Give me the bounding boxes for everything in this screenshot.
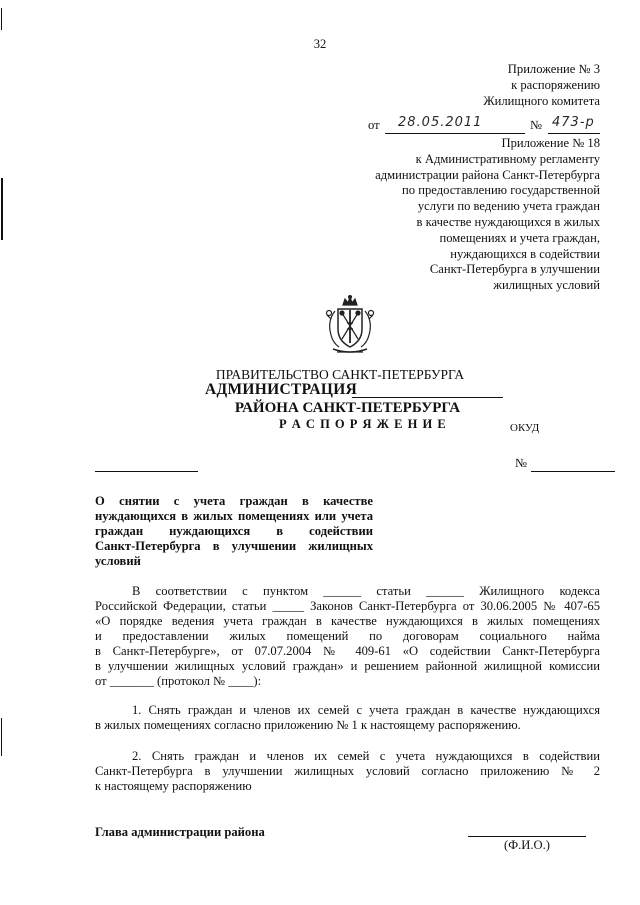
body-line: и предоставлении жилых помещений по договорам социального найма: [95, 629, 600, 643]
body-line: от _______ (протокол № ____):: [95, 674, 262, 688]
body-item-1: [95, 703, 600, 733]
margin-mark-lower: [1, 718, 2, 756]
administration-blank: [352, 381, 503, 398]
body-line: Российской Федерации, статьи _____ Законов Санкт-Петербурга от 30.06.2005 № 407-65: [95, 599, 600, 613]
coat-of-arms-emblem: [323, 295, 377, 355]
body-paragraph-1: [95, 584, 600, 689]
body-line: Санкт-Петербурга в улучшении жилищных условий согласно приложению № 2: [95, 764, 600, 778]
appendix18-line: жилищных условий: [493, 278, 600, 293]
appendix3-line3: Жилищного комитета: [483, 94, 600, 108]
date-prefix: от: [368, 118, 380, 132]
okud-label: ОКУД: [510, 422, 540, 434]
number-prefix: №: [530, 118, 543, 132]
subject-line: О снятии с учета граждан в качестве: [95, 494, 373, 508]
appendix3-line1: Приложение № 3: [507, 62, 600, 76]
appendix18-line: Приложение № 18: [501, 136, 600, 150]
margin-mark-top: [1, 8, 2, 30]
margin-mark-upper: [1, 178, 3, 240]
appendix3-date-row: [368, 115, 600, 136]
signature-name-placeholder: (Ф.И.О.): [504, 838, 550, 852]
government-title: ПРАВИТЕЛЬСТВО САНКТ-ПЕТЕРБУРГА: [215, 367, 465, 382]
administration-row: [205, 381, 505, 401]
appendix18-line: Санкт-Петербурга в улучшении: [429, 262, 600, 277]
page-number: 32: [313, 37, 327, 51]
order-number-blank: [531, 456, 615, 472]
order-number-sign: №: [515, 456, 528, 470]
administration-title: АДМИНИСТРАЦИЯ: [205, 381, 358, 398]
subject-line: нуждающихся в жилых помещениях или учета: [95, 509, 373, 523]
body-line: к настоящему распоряжению: [95, 779, 252, 793]
appendix18-line: услуги по ведению учета граждан: [417, 199, 600, 214]
coat-of-arms-icon: [323, 295, 377, 355]
appendix18-line: по предоставлению государственной: [402, 183, 600, 198]
body-line: в улучшении жилищных условий граждан» и решением районной жилищной комиссии: [95, 659, 600, 673]
signature-blank: [468, 822, 586, 837]
number-handwritten: 473-р: [552, 115, 595, 130]
appendix18-line: к Административному регламенту: [415, 151, 600, 166]
date-handwritten: 28.05.2011: [398, 115, 483, 130]
body-line: 1. Снять граждан и членов их семей с учета граждан в качестве нуждающихся: [132, 703, 600, 717]
appendix18-block: [375, 136, 600, 294]
order-title: Р А С П О Р Я Ж Е Н И Е: [279, 417, 447, 431]
body-line: в жилых помещениях согласно приложению № 1 к настоящему распоряжению.: [95, 718, 521, 732]
subject-line: условий: [95, 554, 141, 568]
appendix18-line: помещениях и учета граждан,: [439, 230, 600, 245]
district-title: РАЙОНА САНКТ-ПЕТЕРБУРГА: [234, 400, 461, 416]
signature-title: Глава администрации района: [95, 825, 265, 839]
subject-line: Санкт-Петербурга в улучшении жилищных: [95, 539, 373, 553]
body-line: в Санкт-Петербурге», от 07.07.2004 № 409-61 «О содействии Санкт-Петербурга: [95, 644, 600, 658]
appendix18-line: в качестве нуждающихся в жилых: [416, 214, 600, 229]
appendix3-line2: к распоряжению: [511, 78, 600, 92]
body-line: «О порядке ведения учета граждан в качестве нуждающихся в жилых помещениях: [95, 614, 600, 628]
body-line: 2. Снять граждан и членов их семей с учета нуждающихся в содействии: [132, 749, 600, 763]
appendix18-line: нуждающихся в содействии: [450, 246, 600, 261]
subject-block: [95, 494, 373, 569]
body-line: В соответствии с пунктом ______ статьи ______ Жилищного кодекса: [132, 584, 600, 598]
order-number-row: [515, 456, 615, 472]
subject-line: граждан нуждающихся в содействии: [95, 524, 373, 538]
order-date-blank: [95, 457, 198, 472]
appendix18-line: администрации района Санкт-Петербурга: [375, 167, 600, 182]
body-item-2: [95, 749, 600, 794]
